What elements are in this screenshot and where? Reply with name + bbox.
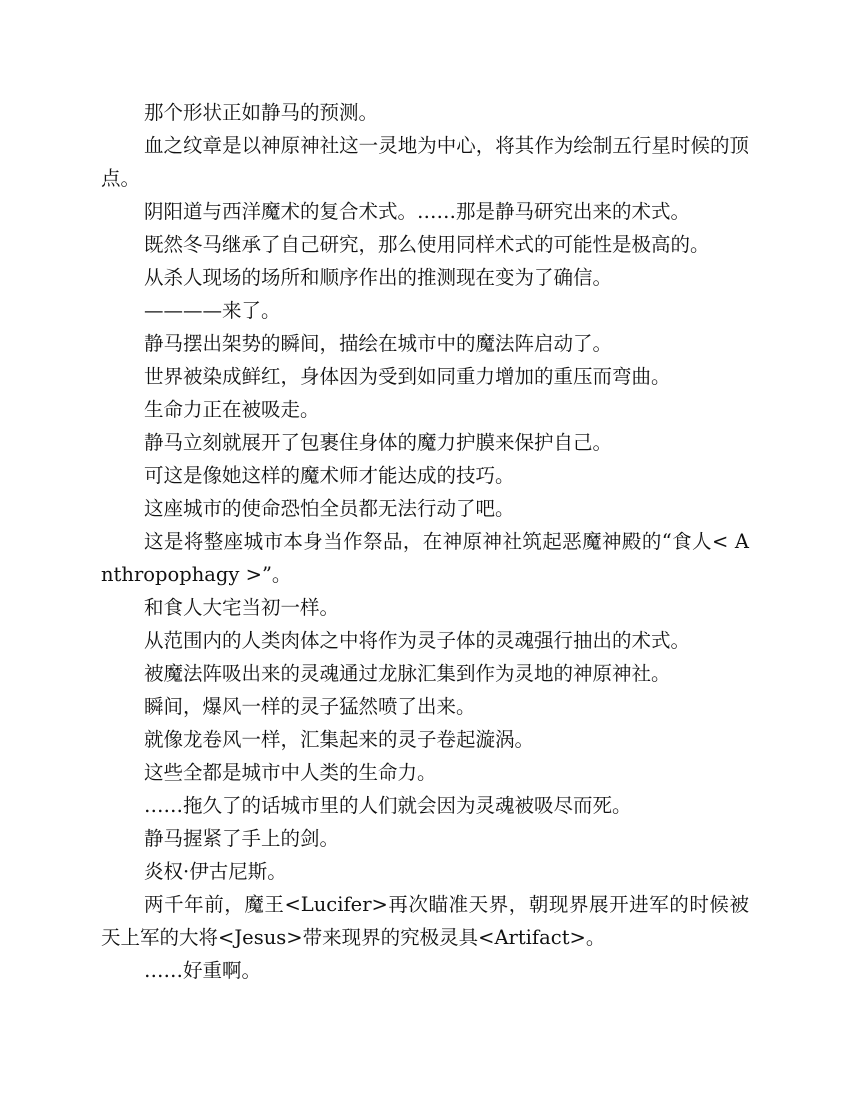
paragraph: 被魔法阵吸出来的灵魂通过龙脉汇集到作为灵地的神原神社。 bbox=[144, 662, 671, 685]
paragraph: ……好重啊。 bbox=[144, 959, 262, 982]
paragraph: 这些全都是城市中人类的生命力。 bbox=[144, 761, 437, 784]
paragraph: 那个形状正如静马的预测。 bbox=[144, 101, 379, 124]
paragraph: 两千年前，魔王<Lucifer>再次瞄准天界，朝现界展开进军的时候被天上军的大将<Jesus>带来现界的究极灵具<Artifact>。 bbox=[101, 893, 749, 949]
paragraph: 既然冬马继承了自己研究，那么使用同样术式的可能性是极高的。 bbox=[144, 233, 710, 256]
paragraph: 可这是像她这样的魔术师才能达成的技巧。 bbox=[144, 464, 515, 487]
document-page bbox=[101, 96, 749, 987]
paragraph: 生命力正在被吸走。 bbox=[144, 398, 320, 421]
paragraph: 从范围内的人类肉体之中将作为灵子体的灵魂强行抽出的术式。 bbox=[144, 629, 691, 652]
paragraph: 瞬间，爆风一样的灵子猛然喷了出来。 bbox=[144, 695, 476, 718]
paragraph: 静马握紧了手上的剑。 bbox=[144, 827, 340, 850]
paragraph: 和食人大宅当初一样。 bbox=[144, 596, 340, 619]
paragraph: 这座城市的使命恐怕全员都无法行动了吧。 bbox=[144, 497, 515, 520]
paragraph: 从杀人现场的场所和顺序作出的推测现在变为了确信。 bbox=[144, 266, 613, 289]
paragraph: ……拖久了的话城市里的人们就会因为灵魂被吸尽而死。 bbox=[144, 794, 632, 817]
paragraph: 就像龙卷风一样，汇集起来的灵子卷起漩涡。 bbox=[144, 728, 535, 751]
paragraph: 血之纹章是以神原神社这一灵地为中心，将其作为绘制五行星时候的顶点。 bbox=[101, 134, 749, 190]
paragraph: 静马摆出架势的瞬间，描绘在城市中的魔法阵启动了。 bbox=[144, 332, 613, 355]
paragraph: 世界被染成鲜红，身体因为受到如同重力增加的重压而弯曲。 bbox=[144, 365, 671, 388]
paragraph: 炎权·伊古尼斯。 bbox=[144, 860, 287, 883]
paragraph: 阴阳道与西洋魔术的复合术式。……那是静马研究出来的术式。 bbox=[144, 200, 691, 223]
paragraph: 这是将整座城市本身当作祭品，在神原神社筑起恶魔神殿的“食人< Anthropophagy >”。 bbox=[101, 530, 749, 586]
paragraph: ————来了。 bbox=[144, 299, 281, 322]
paragraph: 静马立刻就展开了包裹住身体的魔力护膜来保护自己。 bbox=[144, 431, 613, 454]
